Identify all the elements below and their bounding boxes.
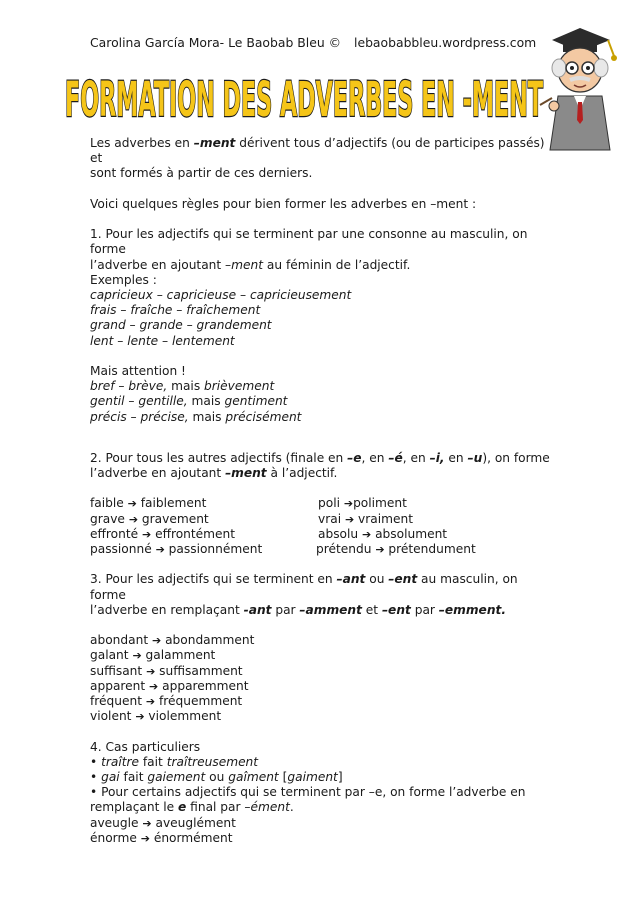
arrow-icon: ➔ <box>375 542 385 556</box>
rule-text: fait <box>119 769 148 784</box>
suffix-emment: –emment. <box>438 602 506 617</box>
adjective: gai <box>101 769 120 784</box>
adverb: violemment <box>148 709 222 724</box>
exception-adverb: précisément <box>225 409 302 424</box>
adjective: suffisant <box>90 663 143 678</box>
title-banner <box>62 66 547 126</box>
intro-text: dérivent tous d’adjectifs (ou de participes passés) et <box>90 136 545 166</box>
exception-mais: mais <box>188 409 226 424</box>
adverb: abondamment <box>165 633 255 648</box>
adjective: fréquent <box>90 693 142 708</box>
rule-text: par <box>271 602 300 617</box>
arrow-icon: ➔ <box>141 527 152 541</box>
arrow-icon: ➔ <box>146 664 156 678</box>
exception-item <box>90 394 550 409</box>
exception-adverb: brièvement <box>204 379 275 394</box>
pair-left <box>90 542 262 557</box>
exception-mais: mais <box>167 379 205 394</box>
rule-text: final par <box>186 800 245 815</box>
rule-text: ou <box>205 769 229 784</box>
ending-ant: -ant <box>243 602 272 617</box>
adverb: gaiement <box>147 769 206 784</box>
pair-line <box>90 633 550 648</box>
pair-line <box>90 664 550 679</box>
rule1-line-2 <box>90 258 550 273</box>
rule1-line-1: 1. Pour les adjectifs qui se terminent par une consonne au masculin, on forme <box>90 227 528 257</box>
lesson-body <box>90 136 550 846</box>
adjective: absolu <box>318 526 359 541</box>
example-item: frais – fraîche – fraîchement <box>90 303 261 318</box>
arrow-icon: ➔ <box>132 649 142 663</box>
arrow-icon: ➔ <box>142 816 152 830</box>
example-item: grand – grande – grandement <box>90 318 272 333</box>
adverb: traîtreusement <box>166 754 259 769</box>
rule-text: 3. Pour les adjectifs qui se terminent en <box>90 572 337 587</box>
rule-text: en <box>444 450 468 465</box>
adjective: faible <box>90 496 124 511</box>
rule-text: à l’adjectif. <box>266 466 338 481</box>
adverb: passionnément <box>168 541 263 556</box>
adjective: énorme <box>90 830 137 845</box>
pair-row <box>90 496 550 511</box>
special-case-line-1: • Pour certains adjectifs qui se terminent par –e, on forme l’adverbe en <box>90 785 526 800</box>
adverb: apparemment <box>162 678 249 693</box>
ending-ent: –ent <box>388 572 418 587</box>
adjective: passionné <box>90 541 152 556</box>
rule3-line-2 <box>90 603 550 618</box>
intro-line-3: Voici quelques règles pour bien former les adverbes en –ment : <box>90 196 477 211</box>
adjective: galant <box>90 648 129 663</box>
special-case <box>90 770 550 785</box>
adverb: poliment <box>353 496 407 511</box>
arrow-icon: ➔ <box>149 679 159 693</box>
special-case <box>90 755 550 770</box>
example-item: lent – lente – lentement <box>90 333 235 348</box>
pair-row <box>90 542 550 557</box>
adjective: grave <box>90 511 125 526</box>
pair-line <box>90 694 550 709</box>
bullet: • <box>90 754 102 769</box>
exception-adverb: gentiment <box>224 394 288 409</box>
attention-label: Mais attention ! <box>90 364 186 378</box>
exception-item <box>90 410 550 425</box>
rule-text: l’adverbe en ajoutant – <box>90 257 232 272</box>
pair-left <box>90 527 235 542</box>
example-item: capricieux – capricieuse – capricieusement <box>90 288 352 302</box>
rule-text: au masculin, on forme <box>90 572 518 602</box>
rule-text: remplaçant le <box>90 800 179 815</box>
adverb: suffisamment <box>159 663 243 678</box>
ending-ent: –ent <box>381 602 411 617</box>
rule-text: [ <box>278 769 288 784</box>
rule3-line-1 <box>90 572 550 602</box>
adverb: gravement <box>141 511 209 526</box>
rule2-line-2 <box>90 466 550 481</box>
ending-ant: –ant <box>336 572 366 587</box>
adjective: poli <box>318 496 344 511</box>
suffix-highlight: –ment <box>193 136 236 150</box>
rule-text: fait <box>139 754 167 769</box>
intro-line-1 <box>90 136 550 166</box>
adjective: aveugle <box>90 815 139 830</box>
adverb: énormément <box>153 830 233 845</box>
rule-text: , en <box>402 450 430 465</box>
pair-line <box>90 816 550 831</box>
suffix-highlight: ment <box>231 257 264 272</box>
special-case-line-2 <box>90 800 550 815</box>
rule4-heading: 4. Cas particuliers <box>90 739 201 754</box>
pair-row <box>90 527 550 542</box>
pair-right <box>318 527 447 542</box>
suffix-ement: –ément <box>244 800 290 815</box>
page-header <box>90 35 537 51</box>
author-credit: Carolina García Mora- Le Baobab Bleu © <box>90 35 342 50</box>
adjective: effronté <box>90 526 139 541</box>
adverb: gaîment <box>228 769 279 784</box>
adjective: vrai <box>318 511 342 526</box>
exception-item <box>90 379 550 394</box>
rule-text: ou <box>365 572 389 587</box>
exception-forms: précis – précise, <box>90 409 189 424</box>
adverb: faiblement <box>140 496 207 511</box>
rule-text: 2. Pour tous les autres adjectifs (finale en <box>90 450 348 465</box>
adjective: apparent <box>90 678 146 693</box>
pair-line <box>90 709 550 724</box>
adverb: vraiment <box>358 511 413 526</box>
adverb: effrontément <box>155 526 236 541</box>
rule-text: . <box>289 800 294 815</box>
arrow-icon: ➔ <box>362 527 372 541</box>
bullet: • <box>90 769 102 784</box>
rule-text: , en <box>361 450 389 465</box>
rule-text: ] <box>337 769 343 784</box>
rule-text: par <box>410 602 439 617</box>
arrow-icon: ➔ <box>127 497 137 511</box>
pair-row <box>90 512 550 527</box>
ending-e: –e <box>347 450 362 465</box>
intro-line-2: sont formés à partir de ces derniers. <box>90 166 313 181</box>
arrow-icon: ➔ <box>155 542 165 556</box>
pair-left <box>90 512 209 527</box>
adjective: abondant <box>90 633 149 648</box>
adverb: prétendument <box>388 541 476 556</box>
rule2-line-1 <box>90 451 550 466</box>
pair-line <box>90 831 550 846</box>
ending-i: –i, <box>429 450 445 465</box>
adjective: violent <box>90 709 132 724</box>
examples-label: Exemples : <box>90 272 157 287</box>
rule-text: l’adverbe en remplaçant <box>90 602 244 617</box>
pair-right <box>316 542 476 557</box>
arrow-icon: ➔ <box>135 710 145 724</box>
final-e: e <box>178 800 187 815</box>
adverb: galamment <box>145 648 216 663</box>
adverb: aveuglément <box>155 815 236 830</box>
intro-text: Les adverbes en <box>90 136 194 150</box>
ending-e-acute: –é <box>388 450 403 465</box>
exception-forms: gentil – gentille, <box>90 394 188 409</box>
site-url: lebaobabbleu.wordpress.com <box>354 35 537 50</box>
pair-left <box>90 496 206 511</box>
exception-forms: bref – brève, <box>90 379 168 394</box>
arrow-icon: ➔ <box>344 512 355 526</box>
pair-right <box>318 496 407 511</box>
arrow-icon: ➔ <box>151 634 162 648</box>
adverb: gaiment <box>287 769 338 784</box>
arrow-icon: ➔ <box>343 497 354 511</box>
arrow-icon: ➔ <box>128 512 139 526</box>
ending-u: –u <box>467 450 483 465</box>
page-title: FORMATION DES ADVERBES EN -MENT <box>65 72 544 126</box>
adjective: traître <box>101 754 140 769</box>
adjective: prétendu <box>316 541 372 556</box>
adverb: absolument <box>375 526 448 541</box>
suffix-highlight: –ment <box>225 466 267 481</box>
rule-text: au féminin de l’adjectif. <box>263 257 411 272</box>
title-art <box>62 66 547 126</box>
exception-mais: mais <box>187 394 225 409</box>
rule-text: et <box>361 602 382 617</box>
rule-text: l’adverbe en ajoutant <box>90 466 226 481</box>
rule-text: ), on forme <box>482 450 550 465</box>
arrow-icon: ➔ <box>140 831 150 845</box>
pair-line <box>90 679 550 694</box>
suffix-amment: –amment <box>299 602 362 617</box>
pair-line <box>90 648 550 663</box>
arrow-icon: ➔ <box>145 694 156 708</box>
pair-right <box>318 512 413 527</box>
adverb: fréquemment <box>158 693 243 708</box>
